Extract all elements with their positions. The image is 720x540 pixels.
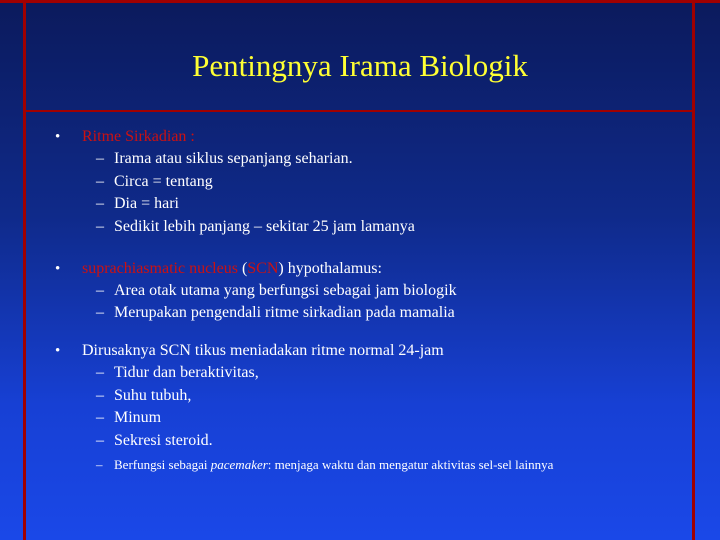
scn-full-name: suprachiasmatic nucleus xyxy=(82,260,238,277)
dash-marker: – xyxy=(96,150,104,167)
sub-item-text: Sedikit lebih panjang – sekitar 25 jam lamanya xyxy=(114,217,415,235)
dash-marker: – xyxy=(96,195,104,212)
sub-item-text: Dia = hari xyxy=(114,195,179,212)
bullet-dot: • xyxy=(55,129,61,145)
bullet-text xyxy=(82,258,382,280)
note-after: : menjaga waktu dan mengatur aktivitas sel-sel lainnya xyxy=(267,457,554,472)
dash-marker: – xyxy=(96,172,104,190)
paren-open: ( xyxy=(237,260,248,277)
bullet-dot: • xyxy=(55,261,61,277)
sub-item-text: Circa = tentang xyxy=(114,172,213,190)
hypothalamus-text: ) hypothalamus: xyxy=(278,260,382,277)
note-italic: pacemaker xyxy=(210,457,268,472)
dash-marker: – xyxy=(96,386,104,404)
pacemaker-note xyxy=(114,456,553,474)
note-before: Berfungsi sebagai xyxy=(114,457,211,472)
bullet-dot: • xyxy=(55,343,61,359)
dash-marker: – xyxy=(96,431,104,449)
dash-marker: – xyxy=(96,304,104,321)
sub-item-text: Area otak utama yang berfungsi sebagai jam biologik xyxy=(114,282,457,299)
dash-marker: – xyxy=(96,282,104,299)
dash-marker: – xyxy=(96,364,104,381)
sub-item-text: Merupakan pengendali ritme sirkadian pada mamalia xyxy=(114,304,455,321)
slide-title: Pentingnya Irama Biologik xyxy=(192,48,528,83)
sub-item-text: Minum xyxy=(114,409,162,426)
sub-item-text: Sekresi steroid. xyxy=(114,431,213,449)
sub-item-text: Irama atau siklus sepanjang seharian. xyxy=(114,150,353,167)
top-border-rule xyxy=(0,0,720,3)
sub-item-text: Suhu tubuh, xyxy=(114,386,192,404)
bullet-text: Ritme Sirkadian : xyxy=(82,128,195,145)
bullet-text: Dirusaknya SCN tikus meniadakan ritme normal 24-jam xyxy=(82,342,444,359)
dash-marker: – xyxy=(96,409,104,426)
scn-abbrev: SCN xyxy=(247,260,279,277)
dash-marker: – xyxy=(96,457,103,472)
sub-item-text: Tidur dan beraktivitas, xyxy=(114,364,259,381)
title-divider-rule xyxy=(23,110,695,112)
dash-marker: – xyxy=(96,217,104,235)
